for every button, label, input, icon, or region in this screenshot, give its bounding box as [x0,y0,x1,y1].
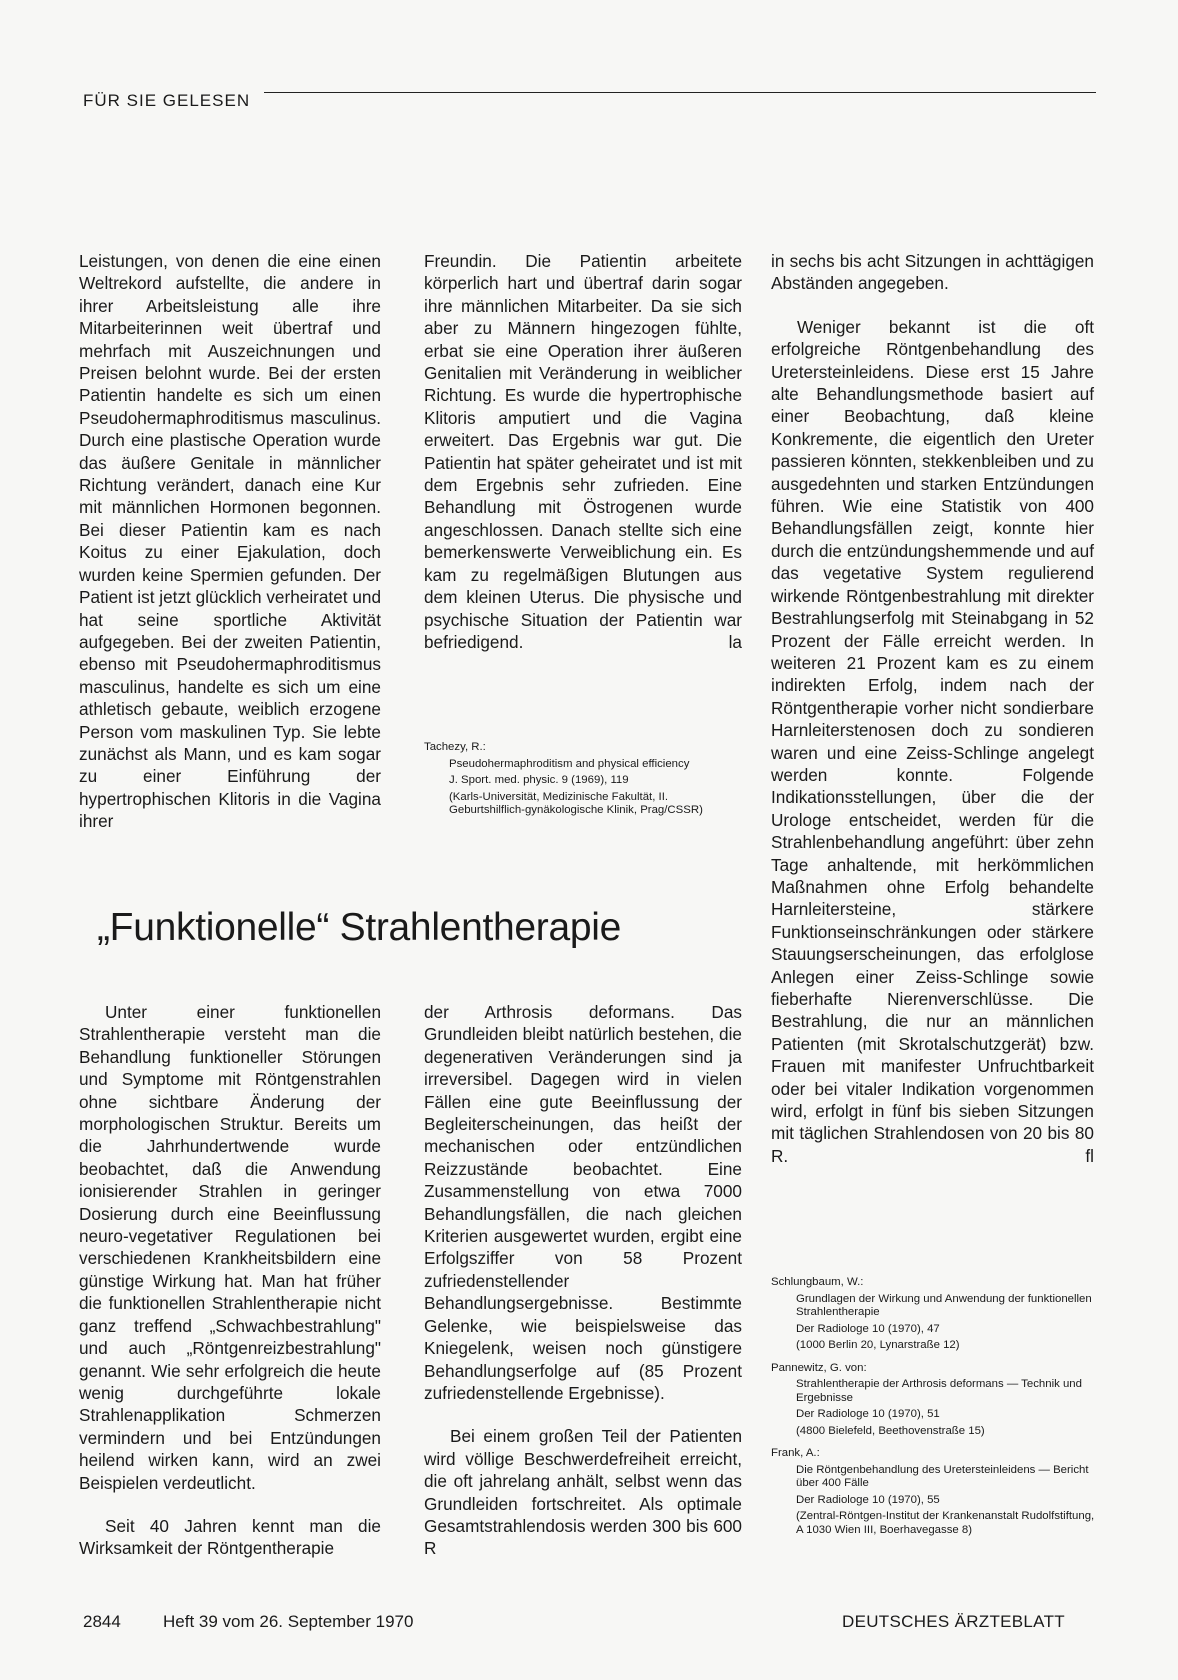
reference-journal: J. Sport. med. physic. 9 (1969), 119 [449,774,629,786]
issue-info: Heft 39 vom 26. September 1970 [163,1612,414,1631]
reference-author: Pannewitz, G. von: [771,1361,867,1374]
article-column-1-paragraph-1: Unter einer funktionellen Strahlentherapie versteht man die Behandlung funktioneller Störungen und Symptome mit Röntgenstrahlen ohne sichtbare Änderung der morphologischen Struktur. Bereits um die Jahrhundertwende wurde beobachtet, daß die Anwendung ionisierender Strahlen in geringer Dosierung durch eine Beeinflussung neuro-vegetativer Regulationen bei verschiedenen Krankheitsbildern eine günstige Wirkung hat. Man hat früher die funktionellen Strahlentherapie nicht ganz treffend „Schwachbestrahlung" und auch „Röntgenreizbestrahlung" genannt. Wie sehr erfolgreich die heute wenig durchgeführte lokale Strahlenapplikation Schmerzen vermindern und bei Entzündungen heilend wirken kann, wird an zwei Beispielen verdeutlicht. [79,1002,381,1493]
article-column-2-paragraph-2: Bei einem großen Teil der Patienten wird völlige Beschwerdefreiheit erreicht, die oft jahrelang anhält, selbst wenn das Grundleiden fortschreitet. Als optimale Gesamtstrahlendosis werden 300 bis 600 R [424,1426,742,1559]
section-header-label: FÜR SIE GELESEN [83,91,251,110]
article-title: „Funktionelle“ Strahlentherapie [97,906,621,949]
reference-address: (Karls-Universität, Medizinische Fakultät, II. Geburtshilflich-gynäkologische Klinik, Prag/CSSR) [449,790,703,816]
article-column-3-paragraph-1: in sechs bis acht Sitzungen in achttägigen Abständen angegeben. [771,251,1094,294]
header-rule [264,92,1096,93]
author-signature-la: la [728,631,742,652]
reference-journal: Der Radiologe 10 (1970), 55 [796,1493,940,1506]
reference-author: Schlungbaum, W.: [771,1276,864,1288]
article-column-3 [771,250,1094,1167]
reference-author: Frank, A.: [771,1447,820,1459]
top-column-2-body: Freundin. Die Patientin arbeitete körperlich hart und übertraf darin sogar ihre männlichen Mitarbeiter. Da sie sich aber zu Männern hingezogen fühlte, erbat sie eine Operation ihrer äußeren Genitalien mit Veränderung in weiblicher Richtung. Es wurde die hypertrophische Klitoris amputiert und die Vagina erweitert. Das Ergebnis war gut. Die Patientin hat später geheiratet und ist mit dem Ergebnis sehr zufrieden. Eine Behandlung mit Östrogenen wurde angeschlossen. Danach stellte sich eine bemerkenswerte Verweiblichung ein. Es kam zu regelmäßigen Blutungen aus dem kleinen Uterus. Die physische und psychische Situation der Patientin war befriedigend. [424,251,742,652]
journal-name: DEUTSCHES ÄRZTEBLATT [842,1612,1065,1631]
reference-title: Pseudohermaphroditism and physical efficiency [449,757,690,770]
top-column-2 [424,250,742,653]
reference-author: Tachezy, R.: [424,741,486,753]
article-column-2 [424,1001,742,1560]
reference-item [771,1276,1096,1353]
reference-journal: Der Radiologe 10 (1970), 47 [796,1322,940,1335]
top-column-1 [79,250,381,833]
page-number: 2844 [83,1612,121,1631]
reference-title: Grundlagen der Wirkung und Anwendung der funktionellen Strahlentherapie [796,1292,1092,1318]
article-column-1-paragraph-2: Seit 40 Jahren kennt man die Wirksamkeit der Röntgentherapie [79,1515,381,1559]
article-column-1 [79,1001,381,1560]
reference-address: (4800 Bielefeld, Beethovenstraße 15) [796,1424,985,1437]
reference-title: Strahlentherapie der Arthrosis deformans — Technik und Ergebnisse [796,1378,1082,1404]
reference-address: (Zentral-Röntgen-Institut der Krankenanstalt Rudolfstiftung, A 1030 Wien III, Boerhavegasse 8) [796,1510,1095,1536]
reference-list [771,1276,1096,1546]
reference-item [771,1362,1096,1439]
top-column-2-text [424,250,742,653]
reference-journal: Der Radiologe 10 (1970), 51 [796,1408,940,1420]
reference-title: Die Röntgenbehandlung des Uretersteinleidens — Bericht über 400 Fälle [796,1463,1089,1489]
article-column-3-body: Weniger bekannt ist die oft erfolgreiche Röntgenbehandlung des Uretersteinleidens. Diese erst 15 Jahre alte Behandlungsmethode basiert auf einer Beobachtung, daß kleine Konkremente, die eigentlich den Ureter passieren könnten, stekkenbleiben und zu ausgedehnten und starken Entzündungen führen. Wie eine Statistik von 400 Behandlungsfällen zeigt, konnte hier durch die entzündungshemmende und auf das vegetative System regulierend wirkende Röntgenbestrahlung mit direkter Bestrahlungserfolg mit Steinabgang in 52 Prozent der Fälle erreicht werden. In weiteren 21 Prozent kam es zu einem indirekten Erfolg, indem nach der Röntgentherapie vorher nicht sondierbare Harnleiterstenosen doch zu sondieren waren und eine Zeiss-Schlinge angelegt werden konnte. Folgende Indikationsstellungen, über die der Urologe entscheidet, werden für die Strahlenbehandlung angeführt: über zehn Tage anhaltende, mit herkömmlichen Maßnahmen ohne Erfolg behandelte Harnleitersteine, stärkere Funktionseinschränkungen oder stärkere Stauungserscheinungen, das erfolglose Anlegen einer Zeiss-Schlinge sowie fieberhafte Nierenverschlüsse. Die Bestrahlung, die nur an männlichen Patienten (mit Skrotalschutzgerät) bzw. Frauen mit manifester Unfruchtbarkeit oder bei vitaler Indikation vorgenommen wird, erfolgt in fünf bis sieben Sitzungen mit täglichen Strahlendosen von 20 bis 80 R. [771,316,1094,1166]
article-column-2-paragraph-1: der Arthrosis deformans. Das Grundleiden bleibt natürlich bestehen, die degenerativen Veränderungen sind ja irreversibel. Dagegen wird in vielen Fällen eine gute Beeinflussung der Begleiterscheinungen, das heißt der mechanischen oder entzündlichen Reizzustände beobachtet. Eine Zusammenstellung von etwa 7000 Behandlungsfällen, die nach gleichen Kriterien ausgewertet wurden, ergibt eine Erfolgsziffer von 58 Prozent zufriedenstellender Behandlungsergebnisse. Bestimmte Gelenke, wie beispielsweise das Kniegelenk, weisen noch günstigere Behandlungserfolge auf (85 Prozent zufriedenstellende Ergebnisse). [424,1002,742,1403]
reference-address: (1000 Berlin 20, Lynarstraße 12) [796,1339,960,1351]
author-signature-fl: fl [1085,1145,1094,1166]
reference-tachezy [424,741,744,821]
reference-item [771,1447,1096,1537]
article-column-3-paragraph-2 [771,316,1094,1167]
top-column-1-text: Leistungen, von denen die eine einen Weltrekord aufstellte, die andere in ihrer Arbeitsleistung alle ihre Mitarbeiterinnen weit übertraf und mehrfach mit Auszeichnungen und Preisen belohnt wurde. Bei der ersten Patientin handelte es sich um einen Pseudohermaphroditismus masculinus. Durch eine plastische Operation wurde das äußere Genitale in männlicher Richtung verändert, danach eine Kur mit männlichen Hormonen begonnen. Bei dieser Patientin kam es nach Koitus zu einer Ejakulation, doch wurden keine Spermien gefunden. Der Patient ist jetzt glücklich verheiratet und hat seine sportliche Aktivität aufgegeben. Bei der zweiten Patientin, ebenso mit Pseudohermaphroditismus masculinus, handelte es sich um eine athletisch gebaute, weiblich erzogene Person vom maskulinen Typ. Sie lebte zunächst als Mann, und es kam sogar zu einer Einführung der hypertrophischen Klitoris in die Vagina ihrer [79,251,381,832]
